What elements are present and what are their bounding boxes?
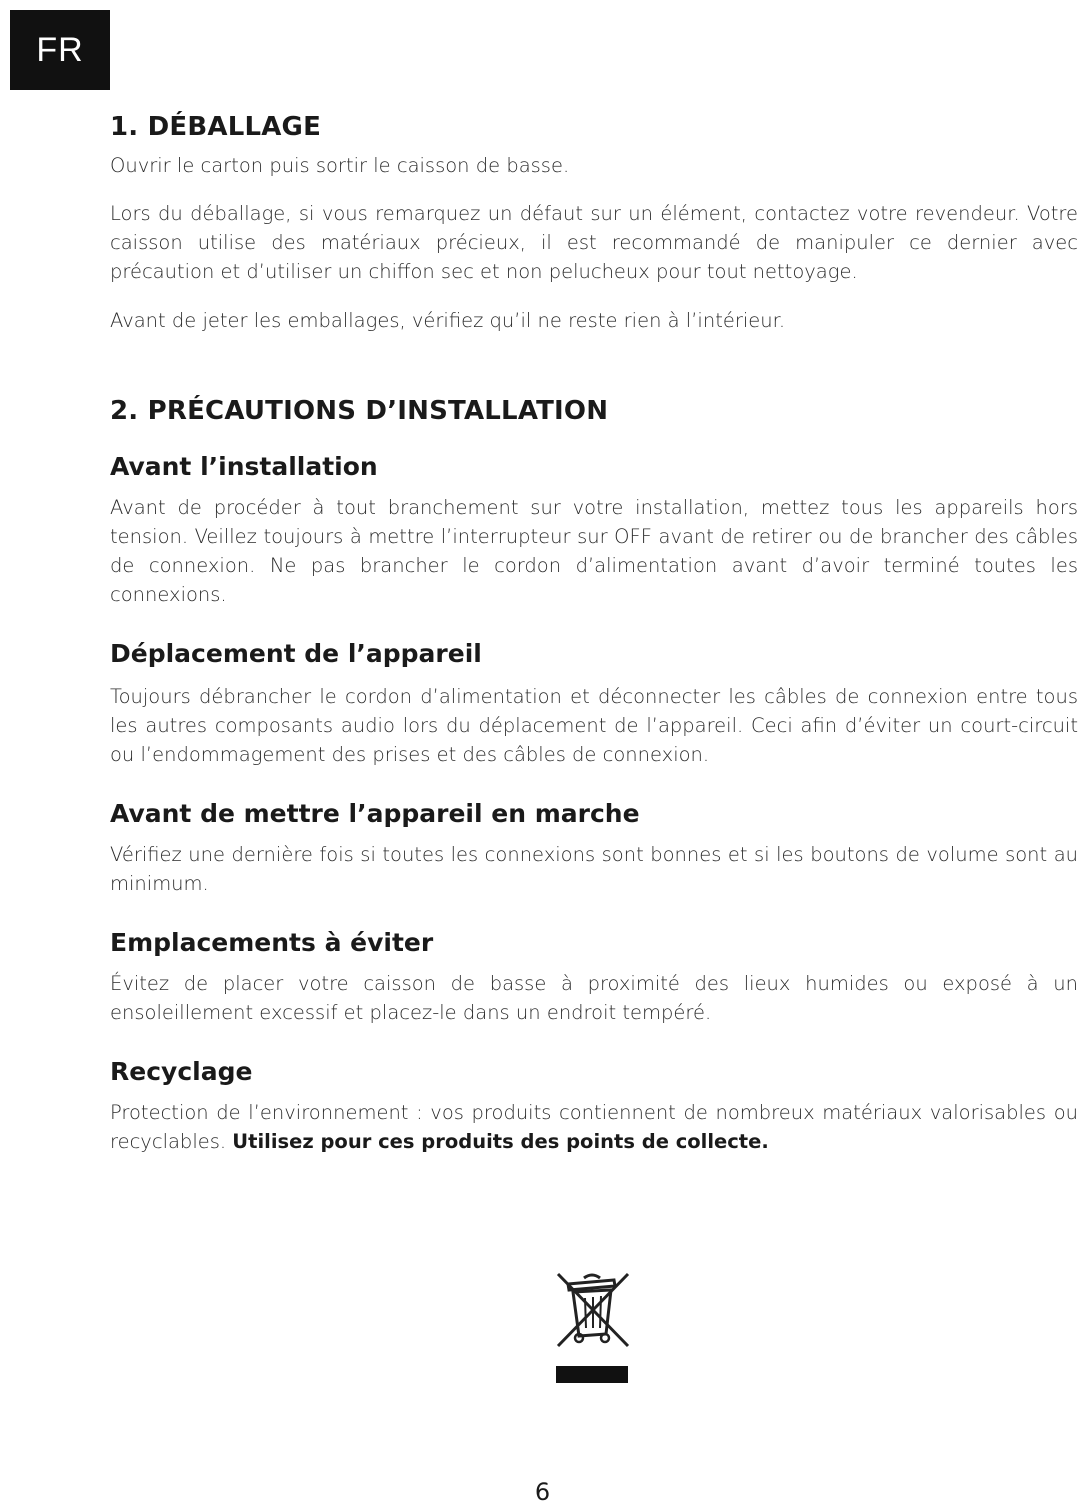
heading-locations-to-avoid: Emplacements à éviter	[110, 928, 434, 957]
recycling-text-bold: Utilisez pour ces produits des points de collecte.	[232, 1130, 769, 1153]
document-body	[110, 112, 1078, 1156]
unpacking-paragraph-1: Ouvrir le carton puis sortir le caisson de basse.	[110, 154, 570, 177]
before-power-on-text: Vérifiez une dernière fois si toutes les connexions sont bonnes et si les boutons de volume sont au minimum.	[110, 843, 1078, 895]
section-title-unpacking: 1. DÉBALLAGE	[110, 112, 322, 142]
unpacking-paragraph-2: Lors du déballage, si vous remarquez un défaut sur un élément, contactez votre revendeur. Votre caisson utilise des matériaux précieux, il est recommandé de manipuler ce dernier avec précaution et d’utiliser un chiffon sec et non pelucheux pour tout nettoyage.	[110, 202, 1078, 283]
weee-crossed-bin-icon	[552, 1270, 632, 1386]
unpacking-paragraph-3: Avant de jeter les emballages, vérifiez qu’il ne reste rien à l’intérieur.	[110, 309, 786, 332]
before-installation-text: Avant de procéder à tout branchement sur votre installation, mettez tous les appareils hors tension. Veillez toujours à mettre l’interrupteur sur OFF avant de retirer ou de brancher des câbles de connexion. Ne pas brancher le cordon d’alimentation avant d’avoir terminé toutes les connexions.	[110, 496, 1078, 606]
heading-moving-device: Déplacement de l’appareil	[110, 639, 482, 668]
page-number: 6	[534, 1478, 551, 1506]
moving-device-text: Toujours débrancher le cordon d’alimentation et déconnecter les câbles de connexion entre tous les autres composants audio lors du déplacement de l’appareil. Ceci afin d’éviter un court-circuit ou l’endommagement des prises et des câbles de connexion.	[110, 685, 1078, 766]
heading-before-installation: Avant l’installation	[110, 452, 378, 481]
recycling-text-regular: Protection de l’environnement : vos produits contiennent de nombreux matériaux valorisables ou recyclables.	[110, 1101, 1078, 1153]
language-label: FR	[36, 30, 84, 69]
recycling-text	[110, 1098, 1078, 1156]
section-title-precautions: 2. PRÉCAUTIONS D’INSTALLATION	[110, 396, 609, 426]
heading-recycling: Recyclage	[110, 1057, 253, 1086]
language-badge	[10, 10, 110, 90]
locations-to-avoid-text: Évitez de placer votre caisson de basse à proximité des lieux humides ou exposé à un ensoleillement excessif et placez-le dans un endroit tempéré.	[110, 972, 1078, 1024]
heading-before-power-on: Avant de mettre l’appareil en marche	[110, 799, 640, 828]
